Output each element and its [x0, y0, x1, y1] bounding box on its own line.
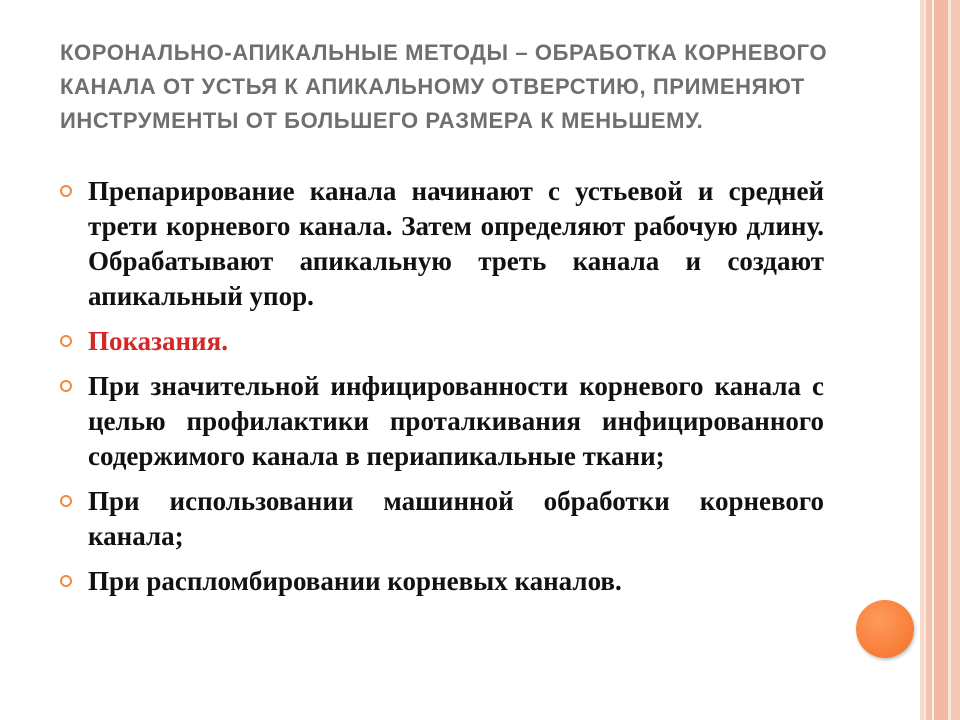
list-item [60, 484, 824, 554]
bullet-text: При использовании машинной обработки корневого канала; [88, 486, 824, 551]
bullet-text: При значительной инфицированности корневого канала с целью профилактики проталкивания инфицированного содержимого канала в периапикальные ткани; [88, 371, 824, 471]
bullet-list [60, 174, 824, 609]
ring-bullet-icon [60, 380, 72, 392]
ring-bullet-icon [60, 185, 72, 197]
ring-bullet-icon [60, 495, 72, 507]
list-item [60, 369, 824, 474]
list-item [60, 174, 824, 314]
orange-circle-icon [856, 600, 914, 658]
bullet-text: Препарирование канала начинают с устьевой и средней трети корневого канала. Затем определяют рабочую длину. Обрабатывают апикальную треть канала и создают апикальный упор. [88, 176, 824, 311]
list-item [60, 564, 824, 599]
bullet-text: При распломбировании корневых каналов. [88, 566, 622, 596]
list-item-indications [60, 324, 824, 359]
indications-heading: Показания. [88, 326, 228, 356]
ring-bullet-icon [60, 335, 72, 347]
slide-title: КОРОНАЛЬНО-АПИКАЛЬНЫЕ МЕТОДЫ – ОБРАБОТКА КОРНЕВОГО КАНАЛА ОТ УСТЬЯ К АПИКАЛЬНОМУ ОТВЕРСТИЮ, ПРИМЕНЯЮТ ИНСТРУМЕНТЫ ОТ БОЛЬШЕГО РАЗМЕРА К МЕНЬШЕМУ. [60, 40, 828, 133]
decorative-side-stripes [920, 0, 960, 720]
ring-bullet-icon [60, 575, 72, 587]
